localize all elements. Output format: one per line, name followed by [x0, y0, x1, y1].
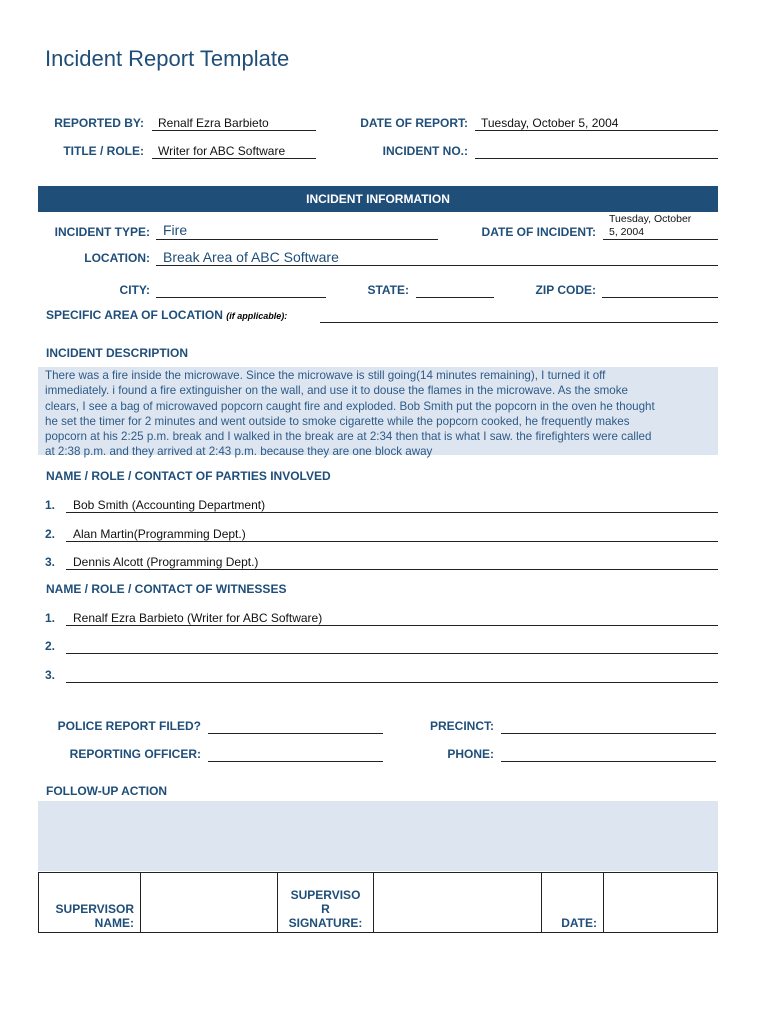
city-field[interactable] [156, 297, 326, 298]
supervisor-name-cell[interactable] [141, 873, 278, 933]
incident-information-header: INCIDENT INFORMATION [38, 186, 718, 212]
description-line: There was a fire inside the microwave. Since the microwave is still going(14 minutes remaining), I turned it off [45, 369, 606, 382]
police-report-filed-label: POLICE REPORT FILED? [57, 719, 201, 733]
zip-code-label: ZIP CODE: [535, 283, 596, 297]
party-line-2[interactable] [66, 541, 718, 542]
supervisor-signature-label-line: SUPERVISO [290, 888, 361, 902]
party-line-1[interactable] [66, 512, 718, 513]
date-of-report-field[interactable] [475, 130, 718, 131]
supervisor-signature-label-line: SIGNATURE: [288, 916, 363, 930]
reporting-officer-label: REPORTING OFFICER: [69, 747, 201, 761]
witness-number: 3. [45, 668, 56, 682]
date-of-incident-field[interactable] [603, 239, 718, 240]
description-line: popcorn at his 2:25 p.m. break and I walked in the break are at 2:34 then that is what I saw. the firefighters were called [45, 430, 652, 444]
witness-line-3[interactable] [66, 682, 718, 683]
title-role-label: TITLE / ROLE: [63, 144, 144, 158]
witness-line-2[interactable] [66, 653, 718, 654]
incident-type-value: Fire [163, 222, 188, 238]
date-of-incident-value-line1: Tuesday, October [609, 213, 692, 225]
witness-number: 2. [45, 639, 56, 653]
specific-area-label-text: SPECIFIC AREA OF LOCATION [46, 308, 223, 322]
police-report-filed-field[interactable] [208, 733, 383, 734]
description-line: immediately. i found a fire extinguisher on the wall, and use it to douse the flames in the microwave. As the smoke [45, 384, 628, 398]
state-field[interactable] [416, 297, 494, 298]
location-label: LOCATION: [84, 251, 150, 265]
incident-type-label: INCIDENT TYPE: [54, 225, 150, 239]
precinct-label: PRECINCT: [429, 719, 494, 733]
witness-entry: Renalf Ezra Barbieto (Writer for ABC Software) [73, 611, 323, 625]
title-role-value: Writer for ABC Software [158, 144, 286, 158]
description-line: at 2:38 p.m. and they arrived at 2:43 p.m. because they are one block away [45, 445, 433, 459]
supervisor-signature-label-line: R [321, 902, 330, 916]
phone-label: PHONE: [447, 747, 494, 761]
precinct-field[interactable] [501, 733, 716, 734]
supervisor-name-label [39, 873, 141, 933]
incident-no-field[interactable] [475, 158, 718, 159]
follow-up-heading: FOLLOW-UP ACTION [46, 784, 168, 798]
party-entry: Bob Smith (Accounting Department) [73, 498, 266, 512]
supervisor-signature-label [278, 873, 374, 933]
supervisor-table [38, 872, 718, 933]
incident-no-label: INCIDENT NO.: [382, 144, 468, 158]
reported-by-value: Renalf Ezra Barbieto [158, 116, 269, 130]
date-label [542, 873, 604, 933]
page-title: Incident Report Template [45, 46, 290, 71]
incident-description-text [45, 368, 713, 460]
location-value: Break Area of ABC Software [163, 249, 339, 265]
party-entry: Dennis Alcott (Programming Dept.) [73, 555, 259, 569]
supervisor-signature-cell[interactable] [374, 873, 542, 933]
incident-description-heading: INCIDENT DESCRIPTION [46, 346, 189, 360]
description-line: he set the timer for 2 minutes and went outside to smoke cigarette while the popcorn cooked, he frequently makes [45, 414, 630, 428]
party-number: 3. [45, 555, 56, 569]
date-of-report-value: Tuesday, October 5, 2004 [481, 116, 619, 130]
zip-code-field[interactable] [602, 297, 718, 298]
supervisor-name-label-line: NAME: [94, 916, 134, 930]
description-line: clears, I see a bag of microwaved popcorn caught fire and exploded. Bob Smith put the popcorn in the oven he thought [45, 399, 655, 413]
incident-type-field[interactable] [156, 239, 438, 240]
specific-area-label [46, 308, 287, 322]
party-line-3[interactable] [66, 569, 718, 570]
parties-involved-heading: NAME / ROLE / CONTACT OF PARTIES INVOLVED [46, 469, 331, 483]
follow-up-action-box[interactable] [38, 801, 718, 871]
state-label: STATE: [367, 283, 409, 297]
date-label-text: DATE: [561, 916, 597, 930]
phone-field[interactable] [501, 761, 716, 762]
witness-line-1[interactable] [66, 625, 718, 626]
date-cell[interactable] [604, 873, 718, 933]
date-of-incident-label: DATE OF INCIDENT: [481, 225, 596, 239]
title-role-field[interactable] [152, 158, 316, 159]
party-number: 1. [45, 498, 56, 512]
witness-number: 1. [45, 611, 56, 625]
reporting-officer-field[interactable] [208, 761, 383, 762]
witnesses-heading: NAME / ROLE / CONTACT OF WITNESSES [46, 582, 287, 596]
party-number: 2. [45, 527, 56, 541]
reported-by-label: REPORTED BY: [54, 116, 144, 130]
date-of-incident-value-line2: 5, 2004 [609, 226, 645, 238]
specific-area-field[interactable] [320, 322, 718, 323]
location-field[interactable] [156, 265, 718, 266]
party-entry: Alan Martin(Programming Dept.) [73, 527, 246, 541]
supervisor-name-label-line: SUPERVISOR [55, 902, 134, 916]
specific-area-note: (if applicable): [226, 311, 288, 321]
reported-by-field[interactable] [152, 130, 316, 131]
city-label: CITY: [119, 283, 150, 297]
date-of-report-label: DATE OF REPORT: [360, 116, 468, 130]
